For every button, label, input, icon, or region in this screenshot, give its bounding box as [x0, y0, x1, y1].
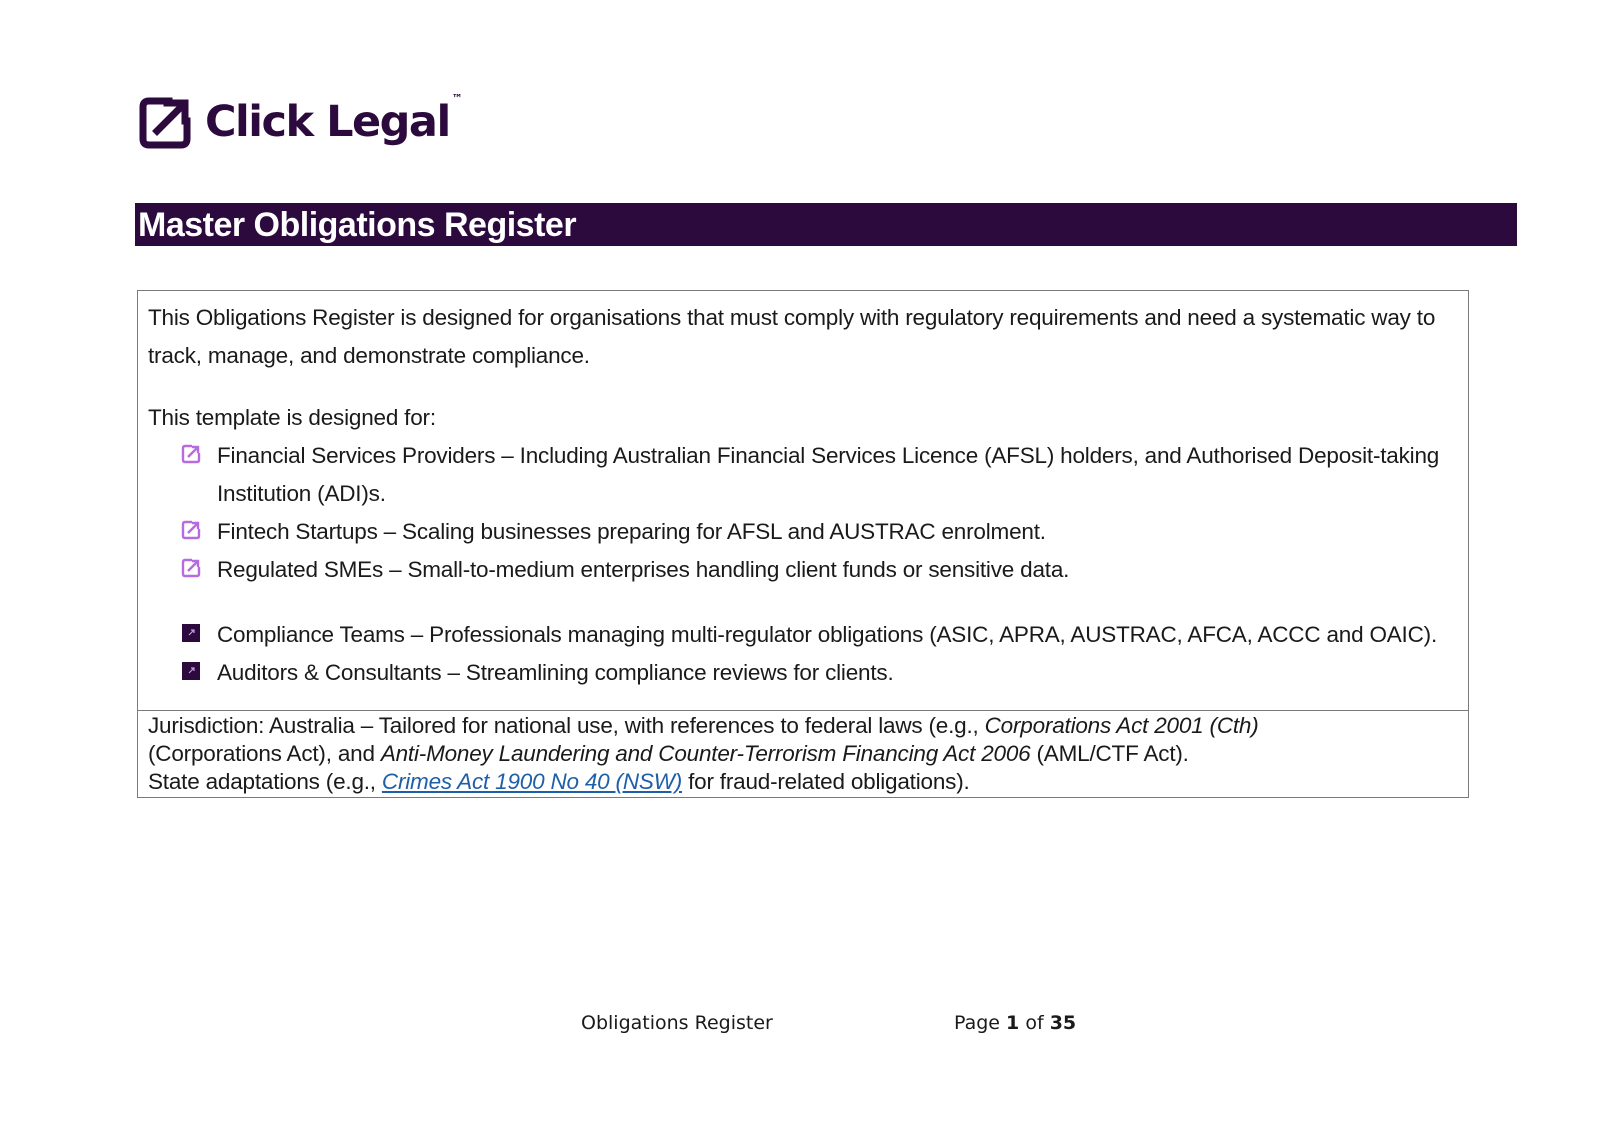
list-item-text: Fintech Startups – Scaling businesses preparing for AFSL and AUSTRAC enrolment. — [217, 519, 1046, 544]
list-item-text: Auditors & Consultants – Streamlining compliance reviews for clients. — [217, 660, 894, 685]
arrow-square-outline-icon — [181, 520, 201, 540]
jurisdiction-line-2 — [148, 740, 1458, 768]
statute-title: Corporations Act 2001 (Cth) — [984, 713, 1259, 738]
jurisdiction-text: (AML/CTF Act). — [1030, 741, 1189, 766]
crimes-act-link[interactable]: Crimes Act 1900 No 40 (NSW) — [381, 769, 683, 794]
current-page: 1 — [1006, 1012, 1020, 1034]
title-banner — [135, 203, 1517, 246]
list-item — [217, 616, 1458, 654]
brand-logo — [139, 91, 463, 150]
footer-doc-name: Obligations Register — [581, 1012, 773, 1034]
intro-cell — [138, 291, 1468, 711]
intro-lead: This template is designed for: — [148, 405, 436, 430]
statute-title: Anti-Money Laundering and Counter-Terrorism Financing Act 2006 — [380, 741, 1031, 766]
jurisdiction-line-1 — [148, 712, 1458, 740]
intro-paragraph: This Obligations Register is designed for organisations that must comply with regulatory requirements and need a systematic way to track, manage, and demonstrate compliance. — [148, 305, 1436, 368]
of-label: of — [1019, 1012, 1050, 1034]
jurisdiction-text: State adaptations (e.g., — [148, 769, 382, 794]
list-item-text: Financial Services Providers – Including Australian Financial Services Licence (AFSL) holders, and Authorised Deposit-taking Institution (ADI)s. — [217, 443, 1440, 506]
list-item — [217, 654, 1458, 692]
jurisdiction-text: (Corporations Act), and — [148, 741, 381, 766]
trademark-symbol: ™ — [451, 91, 463, 105]
list-item — [217, 513, 1458, 551]
arrow-square-outline-icon — [181, 558, 201, 578]
list-item-text: Regulated SMEs – Small-to-medium enterprises handling client funds or sensitive data. — [217, 557, 1070, 582]
jurisdiction-text: Jurisdiction: Australia – Tailored for national use, with references to federal laws (e.g., — [148, 713, 985, 738]
page-footer — [0, 1012, 1600, 1042]
page-label: Page — [954, 1012, 1007, 1034]
audience-list-primary — [148, 437, 1458, 589]
jurisdiction-text: for fraud-related obligations). — [682, 769, 970, 794]
list-item-text: Compliance Teams – Professionals managing multi-regulator obligations (ASIC, APRA, AUSTRAC, AFCA, ACCC and OAIC). — [217, 622, 1437, 647]
jurisdiction-cell — [138, 711, 1468, 797]
page-title: Master Obligations Register — [138, 205, 577, 244]
brand-name: Click Legal — [205, 96, 450, 147]
intro-table — [137, 290, 1469, 798]
total-pages: 35 — [1049, 1012, 1077, 1034]
external-link-square-icon — [139, 97, 191, 149]
filled-square-icon — [181, 623, 201, 643]
filled-square-icon — [181, 661, 201, 681]
list-item — [217, 551, 1458, 589]
arrow-square-outline-icon — [181, 444, 201, 464]
list-item — [217, 437, 1458, 513]
audience-list-secondary — [148, 616, 1458, 692]
jurisdiction-line-3 — [148, 768, 1458, 796]
footer-page-number — [954, 1012, 1076, 1034]
